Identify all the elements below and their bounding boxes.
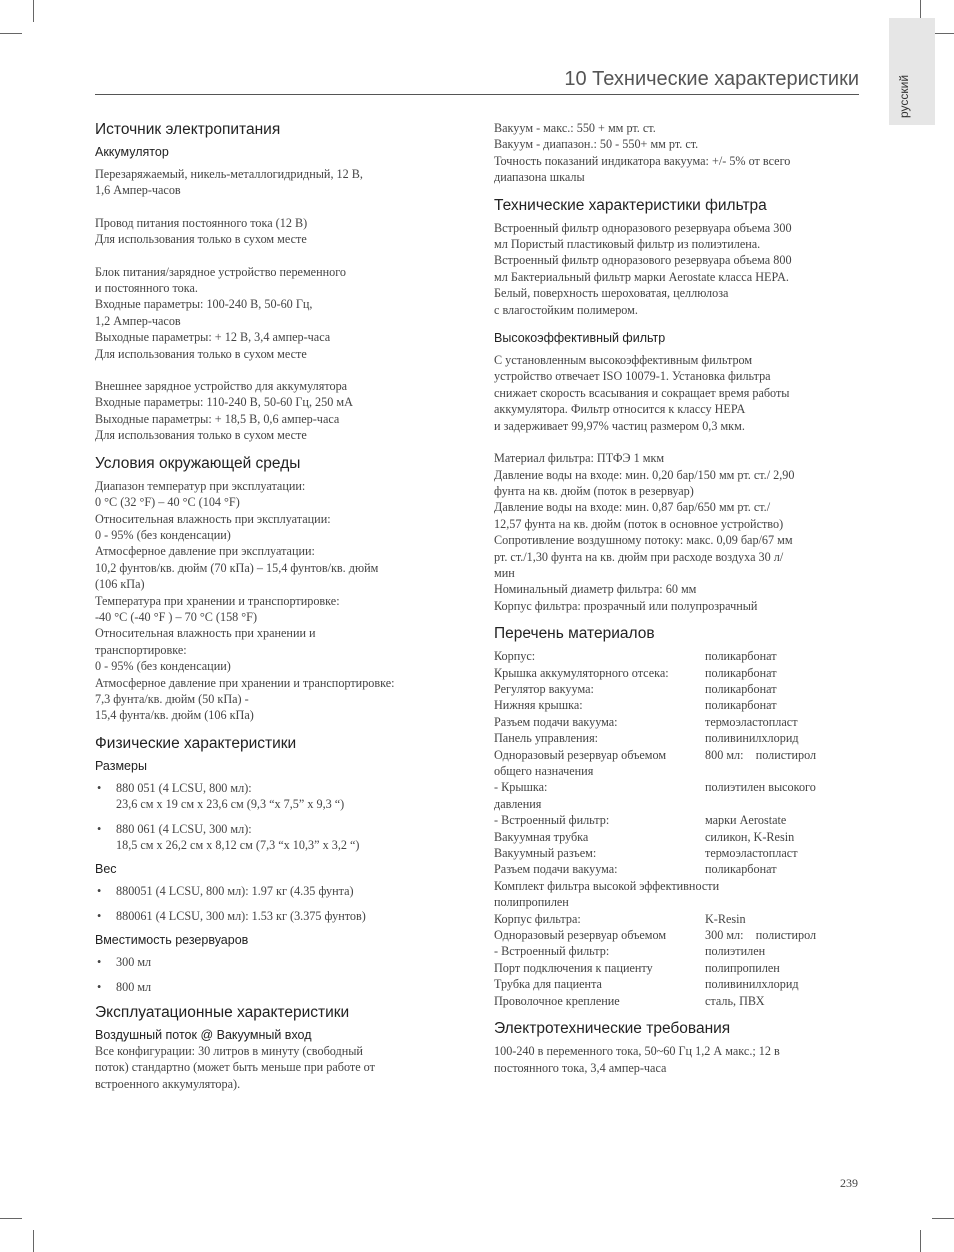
table-row: полипропилен bbox=[494, 895, 569, 910]
list-item: • 300 мл bbox=[97, 955, 152, 970]
capacity-list bbox=[95, 954, 465, 995]
table-row: - Встроенный фильтр: марки Aerostate bbox=[494, 813, 787, 828]
physical-section bbox=[95, 734, 465, 995]
table-row: Крышка аккумуляторного отсека: поликарбонат bbox=[494, 665, 777, 680]
airflow-subheading: Воздушный поток @ Вакуумный вход bbox=[95, 1028, 312, 1043]
filter-section bbox=[494, 196, 860, 615]
table-row: Корпус фильтра: K-Resin bbox=[494, 911, 746, 926]
table-row: Вакуумный разъем: термоэластопласт bbox=[494, 846, 798, 861]
hepa-text: С установленным высокоэффективным фильтром устройство отвечает ISO 10079-1. Установка фильтра снижает скорость всасывания и сокращает время работы аккумулятора. Фильтр относится к классу HEPA и задерживает 99,97% частиц размером 0,3 мкм. bbox=[494, 353, 790, 433]
table-row: Проволочное крепление сталь, ПВХ bbox=[494, 993, 765, 1008]
crop-mark bbox=[0, 33, 22, 34]
materials-section bbox=[494, 624, 860, 1009]
table-row: Разъем подачи вакуума: термоэластопласт bbox=[494, 714, 798, 729]
dc-cord-text: Провод питания постоянного тока (12 В) Для использования только в сухом месте bbox=[95, 215, 308, 247]
physical-heading: Физические характеристики bbox=[95, 734, 297, 752]
left-column bbox=[95, 120, 465, 1092]
right-column bbox=[494, 120, 860, 1076]
table-row: Одноразовый резервуар объемом 800 мл: полистирол bbox=[494, 747, 817, 762]
crop-mark bbox=[932, 1218, 954, 1219]
bullet-icon: • bbox=[97, 979, 102, 994]
materials-table bbox=[494, 648, 860, 1009]
environment-text: Диапазон температур при эксплуатации: 0 °C (32 °F) – 40 °C (104 °F) Относительная влажность при эксплуатации: 0 - 95% (без конденсации) Атмосферное давление при эксплуатации: 10,2 фунтов/кв. дюйм (70 кПа) – 15,4 фунтов/кв. дюйм (106 кПа) Температура при хранении и транспортировке: -40 °C (-40 °F ) – 70 °C (158 °F) Относительная влажность при хранении и транспортировке: 0 - 95% (без конденсации) Атмосферное давление при хранении и транспортировке: 7,3 фунта/кв. дюйм (50 кПа) - 15,4 фунта/кв. дюйм (106 кПа) bbox=[95, 478, 395, 723]
table-row: Трубка для пациента поливинилхлорид bbox=[494, 977, 799, 992]
table-row: Разъем подачи вакуума: поликарбонат bbox=[494, 862, 777, 877]
list-item: • 880051 (4 LCSU, 800 мл): 1.97 кг (4.35 фунта) bbox=[97, 884, 354, 899]
language-tab-label: русский bbox=[897, 74, 911, 118]
table-row: Корпус: поликарбонат bbox=[494, 649, 777, 664]
environment-heading: Условия окружающей среды bbox=[95, 454, 301, 472]
materials-heading: Перечень материалов bbox=[494, 625, 655, 643]
hepa-subheading: Высокоэффективный фильтр bbox=[494, 331, 666, 346]
crop-mark bbox=[0, 1218, 22, 1219]
crop-mark bbox=[920, 1230, 921, 1252]
table-row: - Встроенный фильтр: полиэтилен bbox=[494, 944, 766, 959]
table-row: Вакуумная трубка силикон, K-Resin bbox=[494, 829, 795, 844]
header-rule bbox=[95, 94, 859, 95]
power-supply-text: Блок питания/зарядное устройство переменного и постоянного тока. Входные параметры: 100-240 В, 50-60 Гц, 1,2 Ампер-часов Выходные параметры: + 12 В, 3,4 ампер-часа Для использования только в сухом месте bbox=[95, 264, 347, 361]
table-row: Панель управления: поливинилхлорид bbox=[494, 731, 799, 746]
table-row: Одноразовый резервуар объемом 300 мл: полистирол bbox=[494, 928, 817, 943]
filter-heading: Технические характеристики фильтра bbox=[494, 196, 767, 214]
bullet-icon: • bbox=[97, 955, 102, 970]
chapter-title: 10 Технические характеристики bbox=[564, 68, 859, 90]
dimensions-list bbox=[95, 780, 465, 854]
table-row: Комплект фильтра высокой эффективности bbox=[494, 878, 720, 893]
weight-subheading: Вес bbox=[95, 862, 117, 877]
external-charger-text: Внешнее зарядное устройство для аккумулятора Входные параметры: 110-240 В, 50-60 Гц, 250 мА Выходные параметры: + 18,5 В, 0,6 ампер-часа Для использования только в сухом месте bbox=[95, 379, 353, 443]
list-item: • 880061 (4 LCSU, 300 мл): 1.53 кг (3.375 фунтов) bbox=[97, 908, 366, 923]
crop-mark bbox=[932, 33, 954, 34]
bullet-icon: • bbox=[97, 780, 102, 795]
table-row: давления bbox=[494, 796, 542, 811]
power-heading: Источник электропитания bbox=[95, 121, 281, 138]
table-row: Нижняя крышка: поликарбонат bbox=[494, 698, 777, 713]
hepa-specs-text: Материал фильтра: ПТФЭ 1 мкм Давление воды на входе: мин. 0,20 бар/150 мм рт. ст./ 2,90 фунта на кв. дюйм (поток в резервуар) Давление воды на входе: мин. 0,87 бар/650 мм рт. ст./ 12,57 фунта на кв. дюйм (поток в основное устройство) Сопротивление воздушному потоку: макс. 0,09 бар/67 мм рт. ст./1,30 фунта на кв. дюйм при расходе воздуха 30 л/ мин Номинальный диаметр фильтра: 60 мм Корпус фильтра: прозрачный или полупрозрачный bbox=[494, 451, 795, 613]
table-row: Порт подключения к пациенту полипропилен bbox=[494, 960, 780, 975]
vacuum-text: Вакуум - макс.: 550 + мм рт. ст. Вакуум - диапазон.: 50 - 550+ мм рт. ст. Точность показаний индикатора вакуума: +/- 5% от всего диапазона шкалы bbox=[494, 121, 791, 185]
bullet-icon: • bbox=[97, 821, 102, 836]
electrical-text: 100-240 в переменного тока, 50~60 Гц 1,2 А макс.; 12 в постоянного тока, 3,4 ампер-часа bbox=[494, 1044, 780, 1075]
table-row: - Крышка: полиэтилен высокого bbox=[494, 780, 816, 795]
electrical-heading: Электротехнические требования bbox=[494, 1020, 731, 1038]
environment-section bbox=[95, 454, 465, 724]
list-item: • 880 051 (4 LCSU, 800 мл): 23,6 см x 19 см x 23,6 см (9,3 “x 7,5” x 9,3 “) bbox=[97, 780, 345, 812]
operational-section bbox=[95, 1003, 465, 1092]
table-row: общего назначения bbox=[494, 764, 594, 778]
battery-text: Перезаряжаемый, никель-металлогидридный, 12 В, 1,6 Ампер-часов bbox=[95, 167, 363, 198]
list-item: • 880 061 (4 LCSU, 300 мл): 18,5 см x 26,2 см x 8,12 см (7,3 “x 10,3” x 3,2 “) bbox=[97, 821, 360, 852]
weight-list bbox=[95, 883, 465, 924]
language-tab bbox=[889, 18, 935, 125]
capacity-subheading: Вместимость резервуаров bbox=[95, 933, 249, 948]
page-number: 239 bbox=[840, 1176, 858, 1190]
table-row: Регулятор вакуума: поликарбонат bbox=[494, 681, 777, 696]
filter-text: Встроенный фильтр одноразового резервуара объема 300 мл Пористый пластиковый фильтр из полиэтилена. Встроенный фильтр одноразового резервуара объема 800 мл Бактериальный фильтр марки Aerostate класса HEPA. Белый, поверхность шероховатая, целлюлоза с влагостойким полимером. bbox=[494, 220, 792, 317]
dimensions-subheading: Размеры bbox=[95, 758, 147, 773]
airflow-text: Все конфигурации: 30 литров в минуту (свободный поток) стандартно (может быть меньше при работе от встроенного аккумулятора). bbox=[95, 1044, 375, 1091]
battery-subheading: Аккумулятор bbox=[95, 145, 169, 159]
operational-heading: Эксплуатационные характеристики bbox=[95, 1004, 350, 1022]
bullet-icon: • bbox=[97, 884, 102, 899]
crop-mark bbox=[33, 1230, 34, 1252]
crop-mark bbox=[33, 0, 34, 22]
bullet-icon: • bbox=[97, 908, 102, 923]
electrical-section bbox=[494, 1019, 860, 1076]
power-section bbox=[95, 120, 465, 444]
list-item: • 800 мл bbox=[97, 979, 152, 994]
